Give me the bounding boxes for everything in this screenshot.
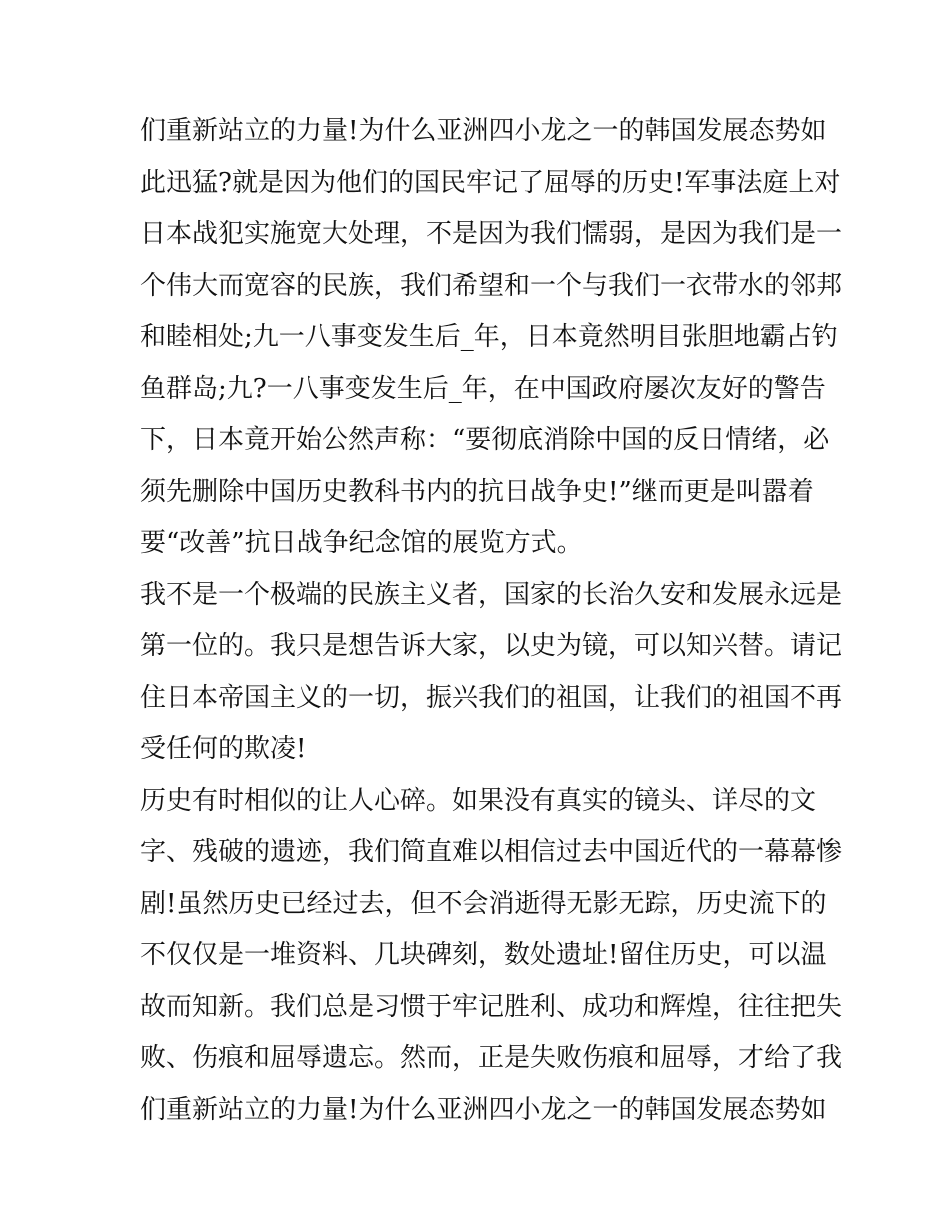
text-line: 我不是一个极端的民族主义者，国家的长治久安和发展永远是 xyxy=(140,579,843,610)
text-line: 下，日本竟开始公然声称：“要彻底消除中国的反日情绪，必 xyxy=(140,425,830,455)
text-line: 个伟大而宽容的民族，我们希望和一个与我们一衣带水的邻邦 xyxy=(140,270,843,301)
text-line: 住日本帝国主义的一切，振兴我们的祖国，让我们的祖国不再 xyxy=(140,682,843,713)
text-line: 第一位的。我只是想告诉大家，以史为镜，可以知兴替。请记 xyxy=(140,631,843,661)
text-line: 们重新站立的力量!为什么亚洲四小龙之一的韩国发展态势如 xyxy=(140,116,827,146)
text-line: 故而知新。我们总是习惯于牢记胜利、成功和辉煌，往往把失 xyxy=(140,991,843,1022)
document-body xyxy=(140,106,843,1136)
text-line: 要“改善”抗日战争纪念馆的展览方式。 xyxy=(140,528,583,558)
text-line: 日本战犯实施宽大处理，不是因为我们懦弱，是因为我们是一 xyxy=(140,219,843,249)
text-line: 和睦相处;九一八事变发生后_年，日本竟然明目张胆地霸占钓 xyxy=(140,322,838,352)
text-line: 剧!虽然历史已经过去，但不会消逝得无影无踪，历史流下的 xyxy=(140,888,827,919)
text-line: 历史有时相似的让人心碎。如果没有真实的镜头、详尽的文 xyxy=(140,785,817,816)
text-line: 们重新站立的力量!为什么亚洲四小龙之一的韩国发展态势如 xyxy=(140,1094,827,1125)
text-line: 鱼群岛;九?一八事变发生后_年，在中国政府屡次友好的警告 xyxy=(140,373,826,404)
text-line: 字、残破的遗迹，我们简直难以相信过去中国近代的一幕幕惨 xyxy=(140,837,843,867)
text-line: 此迅猛?就是因为他们的国民牢记了屈辱的历史!军事法庭上对 xyxy=(140,167,841,198)
text-line: 须先删除中国历史教科书内的抗日战争史!”继而更是叫嚣着 xyxy=(140,476,814,507)
text-line: 败、伤痕和屈辱遗忘。然而，正是失败伤痕和屈辱，才给了我 xyxy=(140,1043,843,1073)
text-line: 不仅仅是一堆资料、几块碑刻，数处遗址!留住历史，可以温 xyxy=(140,940,827,970)
text-line: 受任何的欺凌! xyxy=(140,734,307,764)
